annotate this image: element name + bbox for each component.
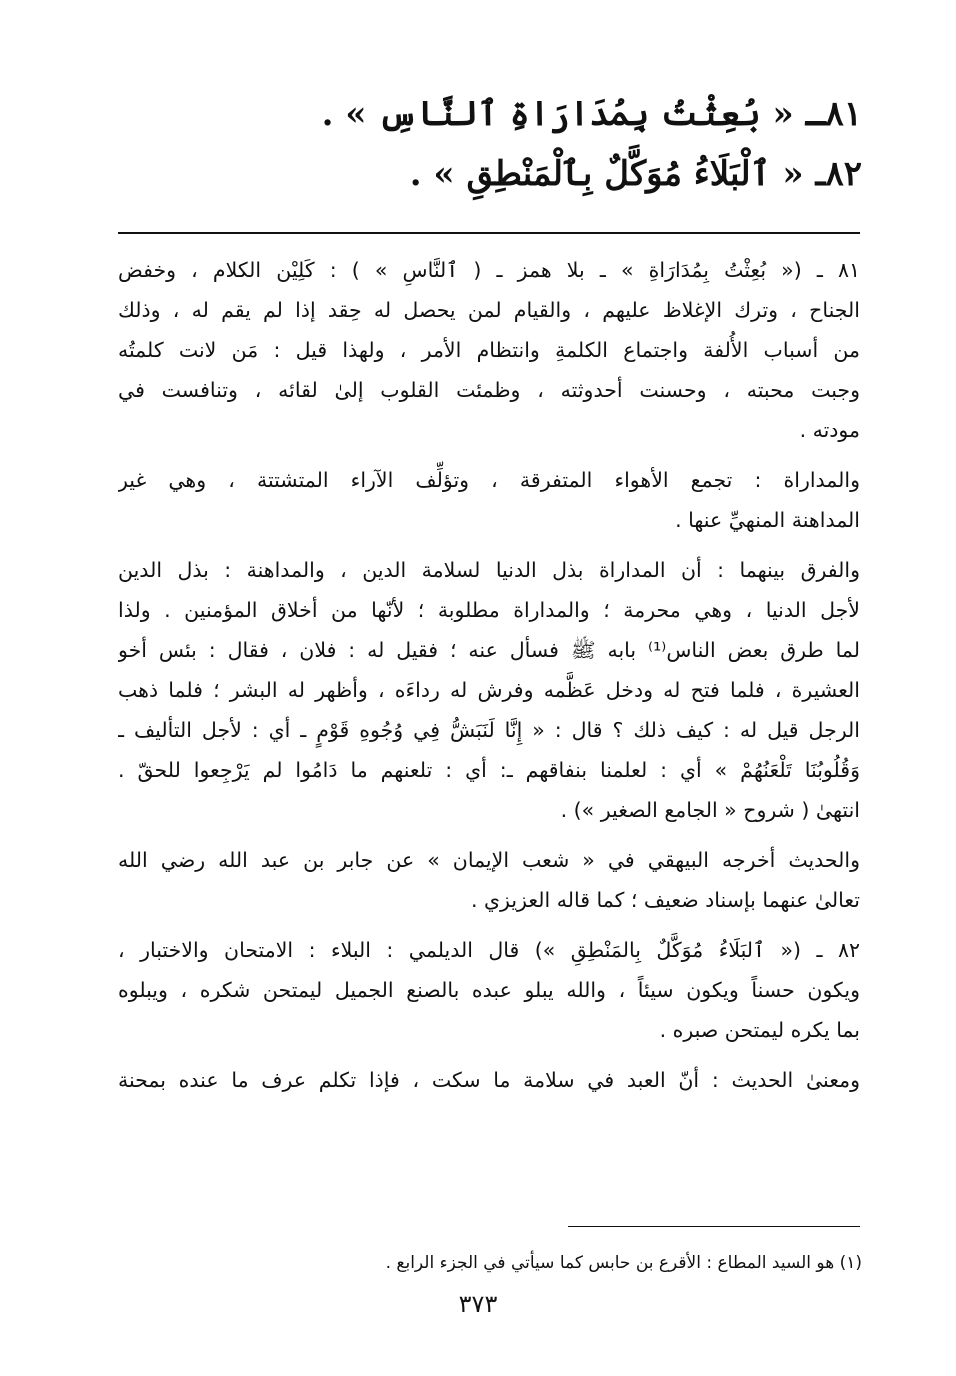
- text-line: العشيرة ، فلما فتح له ودخل عَظَّمه وفرش له رداءَه ، وأظهر له البشر ؛ فلما ذهب: [118, 678, 860, 702]
- commentary-body: [118, 250, 860, 1110]
- hadith-text-82: ٨٢ـ « ٱلْبَلَاءُ مُوَكَّلٌ بِٱلْمَنْطِقِ » .: [409, 154, 862, 194]
- text-line: من أسباب الأُلفة واجتماع الكلمةِ وانتظام الأمر ، ولهذا قيل : مَن لانت كلمتُه: [118, 338, 860, 362]
- hadith-text-81: ٨١ـ « بُعِثْتُ بِمُدَارَاةِ ٱلنَّاسِ » .: [321, 94, 862, 134]
- text-line: وجبت محبته ، وحسنت أحدوثته ، وظمئت القلوب إلىٰ لقائه ، وتنافست في: [118, 378, 860, 402]
- text-line: ٨١ ـ (« بُعِثْتُ بِمُدَارَاةِ » ـ بلا همز ـ ( ٱلنَّاسِ » ) : كَلِيْن الكلام ، وخفض: [118, 258, 860, 282]
- text-line: لأجل الدنيا ، وهي محرمة ؛ والمداراة مطلوبة ؛ لأنّها من أخلاق المؤمنين . ولذا: [118, 598, 860, 622]
- commentary-paragraph: [118, 250, 860, 450]
- commentary-paragraph: [118, 930, 860, 1050]
- text-line: انتهىٰ ( شروح « الجامع الصغير ») .: [560, 798, 860, 822]
- separator-rule: [118, 232, 860, 234]
- text-line: مودته .: [799, 418, 860, 442]
- text-line: الرجل قيل له : كيف ذلك ؟ قال : « إِنَّا لَنَبَشُّ فِي وُجُوهِ قَوْمٍ ـ أي : لأجل التأليف ـ: [118, 718, 860, 742]
- text-line: ويكون حسناً ويكون سيئاً ، والله يبلو عبده بالصنع الجميل ليمتحن شكره ، ويبلوه: [118, 978, 860, 1002]
- footnote: (١) هو السيد المطاع : الأقرع بن حابس كما سيأتي في الجزء الرابع .: [385, 1253, 862, 1273]
- commentary-paragraph: [118, 840, 860, 920]
- text-line: والمداراة : تجمع الأهواء المتفرقة ، وتؤلِّف الآراء المتشتتة ، وهي غير: [118, 468, 860, 492]
- page-number: ٣٧٣: [458, 1290, 498, 1318]
- text-line: والحديث أخرجه البيهقي في « شعب الإيمان » عن جابر بن عبد الله رضي الله: [118, 848, 860, 872]
- text-line: والفرق بينهما : أن المداراة بذل الدنيا لسلامة الدين ، والمداهنة : بذل الدين: [118, 558, 860, 582]
- text-line: الجناح ، وترك الإغلاظ عليهم ، والقيام لمن يحصل له حِقد إذا لم يقم له ، وذلك: [118, 298, 860, 322]
- text-line: تعالىٰ عنهما بإسناد ضعيف ؛ كما قاله العزيزي .: [470, 888, 860, 912]
- text-line: وَقُلُوبُنَا تَلْعَنُهُمْ » أي : لعلمنا بنفاقهم ـ: أي : تلعنهم ما دَامُوا لم يَرْجِعوا للحقّ .: [118, 758, 860, 782]
- commentary-paragraph: [118, 1060, 860, 1100]
- text-line: ٨٢ ـ (« ٱلبَلَاءُ مُوَكَّلٌ بِالمَنْطِقِ ») قال الديلمي : البلاء : الامتحان والاختبار ،: [118, 938, 860, 962]
- commentary-paragraph: [118, 460, 860, 540]
- text-line: بما يكره ليمتحن صبره .: [659, 1018, 860, 1042]
- text-line: لما طرق بعض الناس⁽¹⁾ بابه ﷺ فسأل عنه ؛ فقيل له : فلان ، فقال : بئس أخو: [118, 638, 860, 662]
- commentary-paragraph: [118, 550, 860, 830]
- text-line: ومعنىٰ الحديث : أنّ العبد في سلامة ما سكت ، فإذا تكلم عرف ما عنده بمحنة: [118, 1068, 860, 1092]
- text-line: المداهنة المنهيِّ عنها .: [675, 508, 860, 532]
- footnote-separator: [568, 1226, 860, 1227]
